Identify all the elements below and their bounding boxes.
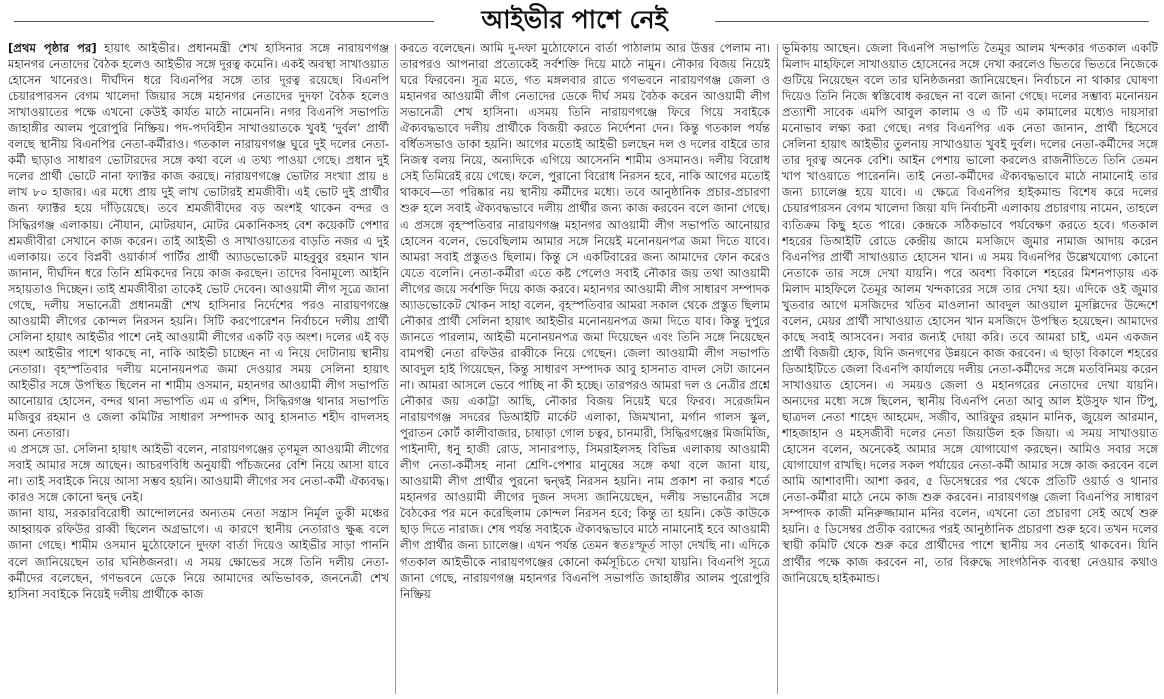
column-3 <box>782 40 1158 695</box>
column-2 <box>400 40 770 695</box>
paragraph-text: হায়াৎ আইভীর। প্রধানমন্ত্রী শেখ হাসিনার সঙ্গে নারায়ণগঞ্জ মহানগর নেতাদের বৈঠক হলেও আইভীর সঙ্গে দূরত্ব কমেনি। একই অবস্থা সাখাওয়াত হোসেন খানেরও। দীর্ঘদিন ধরে বিএনপির সঙ্গে তার দূরত্ব রয়েছে। বিএনপি চেয়ারপারসন বেগম খালেদা জিয়ার সঙ্গে মহানগর নেতাদের দুদফা বৈঠক হলেও সাখাওয়াতের পক্ষে এখনো কেউই কার্যত মাঠে নামেননি। নগর বিএনপি সভাপতি জাহাঙ্গীর আলম পুরোপুরি নিষ্ক্রিয়। পদ-পদবিহীন সাখাওয়াতকে খুবই ‘দুর্বল’ প্রার্থী বলছে স্থানীয় বিএনপির নেতা-কর্মীরাও। গতকাল নারায়ণগঞ্জ ঘুরে দুই দলের নেতা-কর্মী ছাড়াও সাধারণ ভোটারদের সঙ্গে কথা বলে এ তথ্য পাওয়া গেছে। প্রধান দুই দলের প্রার্থী ভোটে নানা ফ্যাক্টর কাজ করছে। নারায়ণগঞ্জে ভোটার সংখ্যা প্রায় ৪ লাখ ৮০ হাজার। এর মধ্যে প্রায় দুই লাখ ভোটারই শ্রমজীবী। এই ভোট দুই প্রার্থীর জন্য ফ্যাক্টর হয়ে দাঁড়িয়েছে। তবে শ্রমজীবীদের বড় অংশই থাকেন বন্দর ও সিদ্ধিরগঞ্জ এলাকায়। নৌযান, মোটরযান, মোটর মেকানিকসহ বেশ কয়েকটি পেশার শ্রমজীবীরা সেখানে কাজ করেন। তাই আইভী ও সাখাওয়াতের বাড়তি নজর এ দুই এলাকায়। তবে বিপ্লবী ওয়ার্কার্স পার্টির প্রার্থী অ্যাডভোকেট মাহবুবুর রহমান খান জানান, দীর্ঘদিন ধরে তিনি শ্রমিকদের নিয়ে কাজ করছেন। তাদের বিনামূল্যে আইনি সহায়তাও দিচ্ছেন। তাই শ্রমজীবীরা তাকেই ভোট দেবেন। আওয়ামী লীগ সূত্রে জানা গেছে, দলীয় সভানেত্রী প্রধানমন্ত্রী শেখ হাসিনার নির্দেশের পরও নারায়ণগঞ্জে আওয়ামী লীগের কোন্দল নিরসন হয়নি। সিটি করপোরেশন নির্বাচনে দলীয় প্রার্থী সেলিনা হায়াৎ আইভীর পাশে নেই আওয়ামী লীগের একটি বড় অংশ। দলের এই বড় অংশ আইভীর পাশে থাকছে না, নাকি আইভী চাচ্ছেন না এ নিয়ে দোটানায় স্থানীয় নেতারা। বৃহস্পতিবার দলীয় মনোনয়নপত্র জমা দেওয়ার সময় সেলিনা হায়াৎ আইভীর সঙ্গে উপস্থিত ছিলেন না শামীম ওসমান, মহানগর আওয়ামী লীগ সভাপতি আনোয়ার হোসেন, বন্দর থানা সভাপতি এম এ রশিদ, সিদ্ধিরগঞ্জ থানার সভাপতি মজিবুর রহমান ও জেলা কমিটির সাধারণ সম্পাদক আবু হাসনাত শহীদ বাদলসহ অন্য নেতারা। <box>8 41 389 441</box>
column-2-paragraph-1: করতে বলেছেন। আমি দু-দফা মুঠোফোনে বার্তা পাঠালাম আর উত্তর পেলাম না। তারপরও আপনারা প্রত্যেকেই সর্বশক্তি দিয়ে মাঠে নামুন। নৌকার বিজয় নিয়েই ঘরে ফিরবেন। সূত্র মতে, গত মঙ্গলবার রাতে গণভবনে নারায়ণগঞ্জ জেলা ও মহানগর আওয়ামী লীগ নেতাদের ডেকে দীর্ঘ সময় বৈঠক করেন আওয়ামী লীগ সভানেত্রী শেখ হাসিনা। এসময় তিনি নারায়ণগঞ্জে ফিরে গিয়ে সবাইকে ঐক্যবদ্ধভাবে দলীয় প্রার্থীকে বিজয়ী করতে নির্দেশনা দেন। কিন্তু গতকাল পর্যন্ত বর্ধিতসভাও ডাকা হয়নি। আগের মতোই আইভী চলছেন দল ও দলের বাইরে তার নিজস্ব বলয় নিয়ে, অন্যদিকে এগিয়ে আসেননি শামীম ওসমানও। দলীয় বিরোধ সেই তিমিরেই রয়ে গেছে। ফলে, পুরানো বিরোধ নিরসন হবে, নাকি আগের মতোই থাকবে—তা পরিষ্কার নয় স্থানীয় কর্মীদের মধ্যে। তবে আনুষ্ঠানিক প্রচার-প্রচারণা শুরু হলে সবাই ঐক্যবদ্ধভাবে দলীয় প্রার্থীর জন্য কাজ করবেন বলে জানা গেছে। এ প্রসঙ্গে বৃহস্পতিবার নারায়ণগঞ্জ মহানগর আওয়ামী লীগ সভাপতি আনোয়ার হোসেন বলেন, ভেবেছিলাম আমার সঙ্গে নিয়েই মনোনয়নপত্র জমা দিতে যাবে। আমরা সবাই প্রস্তুতও ছিলাম। কিন্তু সে একটিবারের জন্য আমাদের ফোন করেও যেতে বলেনি। নেতা-কর্মীরা এতে কষ্ট পেলেও সবাই নৌকার জয় তথা আওয়ামী লীগের জয়ে সর্বশক্তি দিয়ে কাজ করবে। মহানগর আওয়ামী লীগ সাধারণ সম্পাদক অ্যাডভোকেট খোকন সাহা বলেন, বৃহস্পতিবার আমরা সকাল থেকে প্রস্তুত ছিলাম নৌকার প্রার্থী সেলিনা হায়াৎ আইভীর মনোনয়নপত্র জমা দিতে যাব। কিন্তু দুপুরে জানতে পারলাম, আইভী মনোনয়নপত্র জমা দিয়েছেন এবং তিনি সঙ্গে নিয়েছেন বামপন্থী নেতা রফিউর রাব্বীকে নিয়ে গেছেন। জেলা আওয়ামী লীগ সভাপতি আবদুল হাই গিয়েছেন, কিন্তু সাধারণ সম্পাদক আবু হাসনাত বাদল সেটা জানেন না। আমরা আসলে ভেবে পাচ্ছি না কী হচ্ছে। তারপরও আমরা দল ও নেত্রীর প্রশ্নে নৌকার জয় একাট্টা আছি, নৌকার বিজয় নিয়েই ঘরে ফিরব। সরেজমিন নারায়ণগঞ্জ সদরের ডিআইটি মার্কেট এলাকা, জিমখানা, মর্গান গালস স্কুল, পুরাতন কোর্ট কালীবাজার, চাষাড়া গোল চত্বর, চানমারী, সিদ্ধিরগঞ্জের মিজমিজি, পাইনাদী, ধনু হাজী রোড, সানারপাড়, সিমরাইলসহ বিভিন্ন এলাকায় আওয়ামী লীগ নেতা-কর্মীসহ নানা শ্রেণি-পেশার মানুষের সঙ্গে কথা বলে জানা যায়, আওয়ামী লীগ প্রার্থীর পুরনো দ্বন্দ্বই নিরসন হয়নি। নাম প্রকাশ না করার শর্তে মহানগর আওয়ামী লীগের দুজন সদস্য জানিয়েছেন, দলীয় সভানেত্রীর সঙ্গে বৈঠকের পর মনে করেছিলাম কোন্দল নিরসন হবে; কিন্তু তা হয়নি। কেউ কাউকে ছাড় দিতে নারাজ। শেষ পর্যন্ত সবাইকে ঐক্যবদ্ধভাবে মাঠে নামানোই হবে আওয়ামী লীগ প্রার্থীর জন্য চ্যালেঞ্জ। এখন পর্যন্ত তেমন স্বতঃস্ফূর্ত সাড়া দেখছি না। এদিকে গতকাল আইভীকে নারায়ণগঞ্জের কোনো কর্মসূচিতে দেখা যায়নি। বিএনপি সূত্রে জানা গেছে, নারায়ণগঞ্জ মহানগর বিএনপি সভাপতি জাহাঙ্গীর আলম পুরোপুরি নিষ্ক্রিয় <box>400 41 770 601</box>
headline-rule-left <box>14 21 434 22</box>
headline-rule-right <box>715 21 1149 22</box>
article-body <box>8 40 1158 695</box>
column-3-paragraph-1: ভূমিকায় আছেন। জেলা বিএনপি সভাপতি তৈমূর আলম খন্দকার গতকাল একটি মিলাদ মাহফিলে সাখাওয়াত হোসেনের সঙ্গে দেখা করলেও ভিতরে ভিতরে নিজেকে গুটিয়ে নিয়েছেন বলে তার ঘনিষ্ঠজনরা জানিয়েছেন। নির্বাচনে না থাকার ঘোষণা দিয়েও তিনি নিজে স্বস্তিবোধ করছেন না বলে জানা গেছে। দলের সম্ভাব্য মনোনয়ন প্রত্যাশী সাবেক এমপি আবুল কালাম ও এ টি এম কামালের মধ্যেও দায়সারা মনোভাব লক্ষ্য করা গেছে। নগর বিএনপির এক নেতা জানান, প্রার্থী হিসেবে সেলিনা হায়াৎ আইভীর তুলনায় সাখাওয়াত খুবই দুর্বল। দলের নেতা-কর্মীদের সঙ্গে তার দূরত্ব অনেক বেশি। আইন পেশায় ভালো করলেও রাজনীতিতে তিনি তেমন খাপ খাওয়াতে পারেননি। তাই নেতা-কর্মীদের ঐক্যবদ্ধভাবে মাঠে নামানোই তার জন্য চ্যালেঞ্জ হয়ে যাবে। এ ক্ষেত্রে বিএনপির হাইকমান্ড বিশেষ করে দলের চেয়ারপারসন বেগম খালেদা জিয়া যদি নির্বাচনী এলাকায় প্রচারণায় নামেন, তাহলে ব্যতিক্রম কিছু হতে পারে। কেন্দ্রকে সঠিকভাবে পর্যবেক্ষণ করতে হবে। গতকাল শহরের ডিআইটি রোডে কেন্দ্রীয় জামে মসজিদে জুমার নামাজ আদায় করেন বিএনপির প্রার্থী সাখাওয়াত হোসেন খান। এ সময় বিএনপির উল্লেখযোগ্য কোনো নেতাকে তার সঙ্গে দেখা যায়নি। পরে অবশ্য বিকালে শহরের মিশনপাড়ায় এক মিলাদ মাহফিলে তৈমূর আলম খন্দকারের সঙ্গে তার দেখা হয়। এদিকে ওই জুমার খুতবার আগে মসজিদের খতিব মাওলানা আবদুল আওয়াল মুসল্লিদের উদ্দেশে বলেন, মেয়র প্রার্থী সাখাওয়াত হোসেন খান মসজিদে উপস্থিত হয়েছেন। আমাদের কাছে সবাই আসবেন। সবার জন্যই দোয়া করি। তবে আমরা চাই, এমন একজন প্রার্থী বিজয়ী হোক, যিনি জনগণের উন্নয়নে কাজ করবেন। এ ছাড়া বিকালে শহরের ডিআইটিতে জেলা বিএনপি কার্যালয়ে দলীয় নেতা-কর্মীদের সঙ্গে মতবিনিময় করেন সাখাওয়াত হোসেন। এ সময়ও জেলা ও মহানগরের নেতাদের দেখা যায়নি। অন্যদের মধ্যে সঙ্গে ছিলেন, স্থানীয় বিএনপি নেতা আবু আল ইউসুফ খান টিপু, ছাত্রদল নেতা শাহেদ আহমেদ, সজীব, আরিফুর রহমান মানিক, জুয়েল আরমান, শাহজাহান ও মহসজীবী দলের নেতা জিয়াউল হক জিয়া। এ সময় সাখাওয়াত হোসেন বলেন, অনেকেই আমার সঙ্গে যোগাযোগ করছেন। আমিও সবার সঙ্গে যোগাযোগ রাখছি। দলের সকল পর্যায়ের নেতা-কর্মী আমার সঙ্গে কাজ করবেন বলে আমি আশাবাদী। আশা করব, ৫ ডিসেম্বরের পর থেকে প্রতিটি ওয়ার্ড ও থানার নেতা-কর্মীরা মাঠে নেমে কাজ শুরু করবেন। নারায়ণগঞ্জ জেলা বিএনপির সাধারণ সম্পাদক কাজী মনিরুজ্জামান মনির বলেন, এখনো তো প্রচারণা সেই অর্থে শুরু হয়নি। ৫ ডিসেম্বর প্রতীক বরাদ্দের পরই আনুষ্ঠানিক প্রচারণা শুরু হবে। তখন দলের স্থায়ী কমিটি থেকে শুরু করে প্রার্থীদের পাশে স্থানীয় সব নেতাই থাকবেন। যিনি প্রার্থীর পক্ষে কাজ করবেন না, তার বিরুদ্ধে সাংগঠনিক ব্যবস্থা নেওয়ার কথাও জানিয়েছে হাইকমান্ড। <box>782 41 1158 585</box>
article-headline: আইভীর পাশে নেই <box>481 5 668 34</box>
continued-from-front-label: [প্রথম পৃষ্ঠার পর] <box>8 41 97 55</box>
column-1-paragraph-1 <box>8 40 389 441</box>
column-1-paragraph-3: জানা যায়, সরকারবিরোধী আন্দোলনের অন্যতম নেতা সন্ত্রাস নির্মূল তুকী মঞ্চের আহ্বায়ক রফিউর রাব্বী ছিলেন অগ্রভাগে। এ কারণে স্থানীয় নেতারাও ক্ষুব্ধ বলে জানা গেছে। শামীম ওসমান মুঠোফোনে দুদফা বার্তা দিয়েও আইভীর সাড়া পাননি বলে জানিয়েছেন তার ঘনিষ্ঠজনরা। এ সময় ক্ষোভের সঙ্গে তিনি দলীয় নেতা-কর্মীদের বলেছেন, গণভবনে ডেকে নিয়ে আমাদের অভিভাবক, জননেত্রী শেখ হাসিনা সবাইকে নিয়েই দলীয় প্রার্থীকে কাজ <box>8 506 389 601</box>
column-1-paragraph-2: এ প্রসঙ্গে ডা. সেলিনা হায়াৎ আইভী বলেন, নারায়ণগঞ্জের তৃণমূল আওয়ামী লীগের সবাই আমার সঙ্গে আছেন। আচরণবিধি অনুযায়ী পাঁচজনের বেশি নিয়ে আসা যাবে না। তাই সবাইকে নিয়ে আসা সম্ভব হয়নি। আওয়ামী লীগের সব নেতা-কর্মী ঐক্যবদ্ধ। কারও সঙ্গে কোনো দ্বন্দ্ব নেই। <box>8 442 389 505</box>
headline-bar <box>0 0 1164 40</box>
column-1 <box>8 40 389 695</box>
